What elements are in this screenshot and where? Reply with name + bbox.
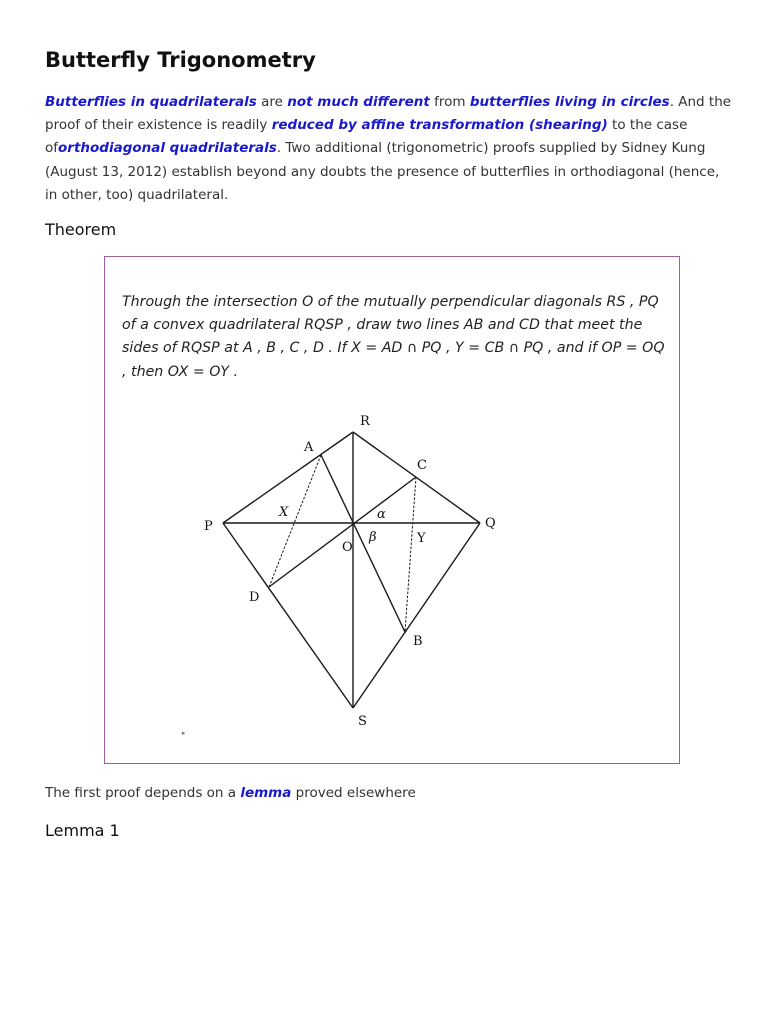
label-p: P	[204, 519, 213, 534]
theorem-box	[104, 256, 680, 764]
intro-text-3: . And the proof of their existence is readily	[45, 94, 732, 134]
link-butterflies-in-circles[interactable]: butterflies living in circles	[469, 94, 670, 110]
label-alpha: α	[377, 507, 386, 522]
label-c: C	[417, 458, 427, 473]
page-title: Butterfly Trigonometry	[45, 48, 316, 72]
theorem-heading: Theorem	[45, 220, 117, 239]
intro-text-2: from	[429, 94, 470, 110]
label-r: R	[360, 414, 370, 429]
side-sp	[223, 523, 353, 708]
link-lemma[interactable]: lemma	[240, 785, 292, 801]
stray-mark: "	[181, 732, 186, 742]
first-proof-after: proved elsewhere	[291, 785, 416, 801]
intro-text-4: to the case of	[45, 117, 688, 157]
butterfly-figure	[105, 257, 681, 765]
label-s: S	[358, 714, 367, 729]
label-y: Y	[417, 531, 426, 546]
intro-paragraph	[45, 91, 735, 207]
intro-text-5: . Two additional (trigonometric) proofs supplied by Sidney Kung (August 13, 2012) establish beyond any doubts the presence of butterflies in orthodiagonal (hence, in other, too) quadrilateral.	[45, 140, 720, 203]
label-d: D	[249, 590, 260, 605]
side-qs	[353, 523, 480, 708]
label-beta: β	[369, 530, 377, 545]
first-proof-before: The first proof depends on a	[45, 785, 241, 801]
lemma-heading: Lemma 1	[45, 821, 120, 840]
link-not-much-different[interactable]: not much different	[287, 94, 430, 110]
first-proof-text	[45, 785, 416, 801]
line-ab	[321, 455, 405, 632]
segment-cb	[405, 477, 416, 632]
label-q: Q	[485, 516, 496, 531]
link-butterflies-in-quadrilaterals[interactable]: Butterflies in quadrilaterals	[45, 94, 257, 110]
label-o: O	[342, 540, 353, 555]
label-b: B	[413, 634, 423, 649]
link-affine-transformation[interactable]: reduced by affine transformation (shearing)	[271, 117, 608, 134]
theorem-statement: Through the intersection O of the mutually perpendicular diagonals RS , PQ of a convex quadrilateral RQSP , draw two lines AB and CD that meet the sides of RQSP at A , B , C , D . If X = AD ∩ PQ , Y = CB ∩ PQ , and if OP = OQ , then OX = OY .	[122, 294, 665, 380]
link-orthodiagonal-quadrilaterals[interactable]: orthodiagonal quadrilaterals	[58, 140, 277, 157]
intro-text-1: are	[256, 94, 288, 110]
label-a: A	[304, 440, 314, 455]
label-x: X	[279, 505, 289, 520]
